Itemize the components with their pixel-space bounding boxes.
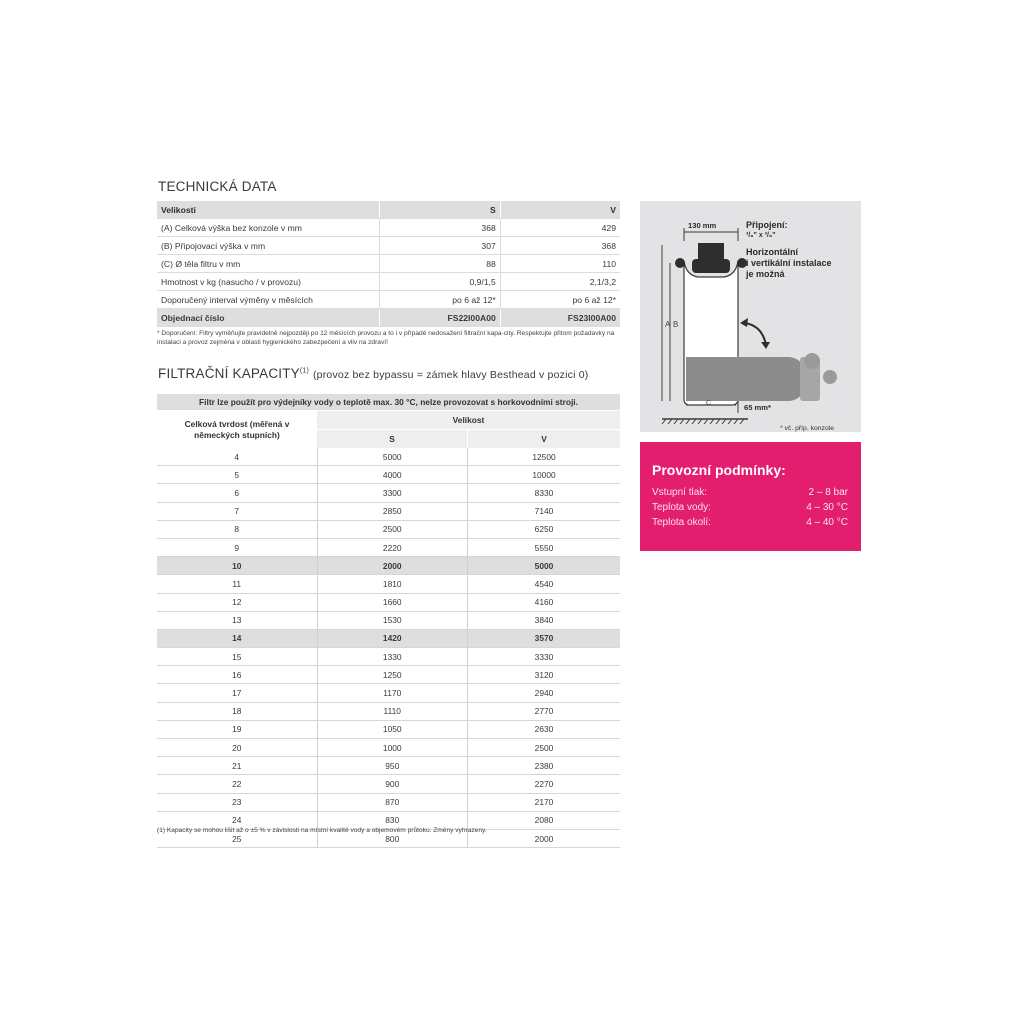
inlet-connector bbox=[675, 258, 685, 268]
hardness-header-line1: Celková tvrdost (měřená v bbox=[184, 418, 290, 429]
capacity-v-value: 3840 bbox=[468, 611, 621, 629]
capacity-v-value: 5550 bbox=[468, 538, 621, 556]
capacity-v-value: 2500 bbox=[468, 739, 621, 757]
condition-label: Teplota vody: bbox=[652, 502, 711, 513]
capacity-row bbox=[157, 484, 620, 502]
hardness-value: 13 bbox=[157, 611, 317, 629]
condition-value: 2 – 8 bar bbox=[808, 487, 848, 498]
order-number-v: FS23I00A00 bbox=[500, 309, 620, 327]
hardness-header-line2: německých stupních) bbox=[194, 429, 280, 440]
capacity-v-value: 2380 bbox=[468, 757, 621, 775]
orientation-line1: Horizontální bbox=[746, 247, 798, 257]
capacity-s-value: 5000 bbox=[317, 448, 468, 466]
capacity-s-value: 2500 bbox=[317, 520, 468, 538]
tech-row-v: 110 bbox=[500, 255, 620, 273]
capacity-row bbox=[157, 666, 620, 684]
tech-row-v: 429 bbox=[500, 219, 620, 237]
capacity-row bbox=[157, 629, 620, 647]
capacity-row bbox=[157, 739, 620, 757]
capacity-v-value: 2270 bbox=[468, 775, 621, 793]
orientation-note bbox=[746, 247, 832, 280]
tech-header-label: Velikosti bbox=[157, 201, 380, 219]
capacity-s-value: 800 bbox=[317, 829, 468, 847]
tech-row-s: 88 bbox=[380, 255, 501, 273]
tech-row-s: 368 bbox=[380, 219, 501, 237]
capacity-title: FILTRAČNÍ KAPACITY bbox=[158, 366, 300, 381]
tech-row bbox=[157, 219, 620, 237]
tech-row-v: 368 bbox=[500, 237, 620, 255]
horizontal-connector-side bbox=[823, 370, 837, 384]
hardness-value: 17 bbox=[157, 684, 317, 702]
capacity-table bbox=[157, 411, 620, 848]
capacity-s-value: 4000 bbox=[317, 466, 468, 484]
capacity-title-sup: (1) bbox=[299, 367, 310, 375]
hardness-value: 24 bbox=[157, 811, 317, 829]
capacity-v-value: 2940 bbox=[468, 684, 621, 702]
condition-value: 4 – 40 °C bbox=[806, 517, 848, 528]
capacity-v-value: 2000 bbox=[468, 829, 621, 847]
capacity-s-value: 1420 bbox=[317, 629, 468, 647]
tech-row-s: 0,9/1,5 bbox=[380, 273, 501, 291]
orientation-line2: i vertikální instalace bbox=[746, 258, 832, 268]
hardness-value: 11 bbox=[157, 575, 317, 593]
tech-row bbox=[157, 291, 620, 309]
capacity-v-value: 5000 bbox=[468, 557, 621, 575]
hardness-value: 8 bbox=[157, 520, 317, 538]
tech-title: TECHNICKÁ DATA bbox=[158, 179, 277, 194]
operating-conditions-box bbox=[640, 442, 861, 551]
capacity-subtitle: (provoz bez bypassu = zámek hlavy Besthead v pozici 0) bbox=[312, 369, 589, 381]
capacity-s-value: 1810 bbox=[317, 575, 468, 593]
hardness-value: 21 bbox=[157, 757, 317, 775]
tech-table bbox=[157, 201, 620, 327]
horizontal-connector-top bbox=[804, 353, 820, 369]
capacity-v-value: 8330 bbox=[468, 484, 621, 502]
filter-head-collar bbox=[692, 259, 730, 273]
hardness-value: 5 bbox=[157, 466, 317, 484]
tech-row-label: (B) Připojovací výška v mm bbox=[157, 237, 380, 255]
capacity-row bbox=[157, 502, 620, 520]
capacity-row bbox=[157, 593, 620, 611]
rotation-arrow-icon bbox=[744, 323, 766, 345]
label-a: A bbox=[665, 320, 671, 329]
capacity-body bbox=[157, 448, 620, 848]
rotation-arrowhead-end bbox=[761, 342, 770, 349]
label-b: B bbox=[673, 320, 679, 329]
size-s-header: S bbox=[317, 430, 468, 449]
capacity-s-value: 1250 bbox=[317, 666, 468, 684]
condition-row bbox=[652, 487, 848, 498]
hardness-value: 4 bbox=[157, 448, 317, 466]
label-c: C bbox=[706, 400, 712, 407]
capacity-s-value: 3300 bbox=[317, 484, 468, 502]
capacity-row bbox=[157, 648, 620, 666]
capacity-s-value: 900 bbox=[317, 775, 468, 793]
tech-row bbox=[157, 273, 620, 291]
rotation-arrowhead-start bbox=[740, 318, 748, 327]
capacity-s-value: 2850 bbox=[317, 502, 468, 520]
tech-order-row bbox=[157, 309, 620, 327]
horizontal-filter-body bbox=[686, 357, 802, 401]
conditions-title: Provozní podmínky: bbox=[652, 462, 786, 478]
tech-row-v: po 6 až 12* bbox=[500, 291, 620, 309]
capacity-v-value: 3570 bbox=[468, 629, 621, 647]
capacity-s-value: 1330 bbox=[317, 648, 468, 666]
hardness-value: 10 bbox=[157, 557, 317, 575]
width-label: 130 mm bbox=[688, 221, 717, 230]
tech-row-label: Hmotnost v kg (nasucho / v provozu) bbox=[157, 273, 380, 291]
capacity-v-value: 2170 bbox=[468, 793, 621, 811]
capacity-v-value: 6250 bbox=[468, 520, 621, 538]
capacity-s-value: 1530 bbox=[317, 611, 468, 629]
hardness-value: 16 bbox=[157, 666, 317, 684]
ground-hatching bbox=[662, 419, 744, 424]
capacity-title-block bbox=[158, 366, 588, 381]
hardness-value: 14 bbox=[157, 629, 317, 647]
hardness-value: 18 bbox=[157, 702, 317, 720]
filter-diagram bbox=[640, 201, 861, 432]
orientation-line3: je možná bbox=[746, 269, 785, 279]
capacity-s-value: 950 bbox=[317, 757, 468, 775]
capacity-v-value: 2080 bbox=[468, 811, 621, 829]
capacity-v-value: 4160 bbox=[468, 593, 621, 611]
tech-header-v: V bbox=[500, 201, 620, 219]
capacity-s-value: 2000 bbox=[317, 557, 468, 575]
order-number-s: FS22I00A00 bbox=[380, 309, 501, 327]
diagram-note: * vč. příp. konzole bbox=[780, 425, 835, 432]
hardness-value: 7 bbox=[157, 502, 317, 520]
hardness-value: 19 bbox=[157, 720, 317, 738]
capacity-v-value: 7140 bbox=[468, 502, 621, 520]
capacity-banner: Filtr lze použít pro výdejníky vody o teplotě max. 30 °C, nelze provozovat s horkovodními stroji. bbox=[157, 394, 620, 410]
hardness-value: 20 bbox=[157, 739, 317, 757]
tech-row-s: 307 bbox=[380, 237, 501, 255]
hardness-column-header bbox=[157, 411, 317, 448]
hardness-value: 15 bbox=[157, 648, 317, 666]
hardness-value: 9 bbox=[157, 538, 317, 556]
tech-row bbox=[157, 237, 620, 255]
capacity-s-value: 1050 bbox=[317, 720, 468, 738]
connection-title: Připojení: bbox=[746, 220, 788, 230]
size-column-header: Velikost bbox=[317, 411, 620, 430]
capacity-s-value: 1170 bbox=[317, 684, 468, 702]
capacity-v-value: 2770 bbox=[468, 702, 621, 720]
capacity-row bbox=[157, 757, 620, 775]
condition-value: 4 – 30 °C bbox=[806, 502, 848, 513]
tech-row-s: po 6 až 12* bbox=[380, 291, 501, 309]
capacity-row bbox=[157, 793, 620, 811]
tech-row-label: Doporučený interval výměny v měsících bbox=[157, 291, 380, 309]
tech-row-label: (C) Ø těla filtru v mm bbox=[157, 255, 380, 273]
capacity-row bbox=[157, 538, 620, 556]
condition-row bbox=[652, 502, 848, 513]
capacity-v-value: 10000 bbox=[468, 466, 621, 484]
condition-row bbox=[652, 517, 848, 528]
hardness-value: 25 bbox=[157, 829, 317, 847]
capacity-row bbox=[157, 684, 620, 702]
capacity-row bbox=[157, 611, 620, 629]
capacity-s-value: 830 bbox=[317, 811, 468, 829]
condition-label: Teplota okolí: bbox=[652, 517, 711, 528]
tech-note: * Doporučení: Filtry vyměňujte pravidelně nejpozději po 12 měsících provozu a to i v případě nedosažení filtrační kapa-city. Respektujte přitom požadavky na instalaci a provoz zejména v oblasti hygienického zabezpečení a vliv na zdraví! bbox=[157, 330, 615, 346]
size-v-header: V bbox=[468, 430, 621, 449]
capacity-row bbox=[157, 702, 620, 720]
capacity-s-value: 870 bbox=[317, 793, 468, 811]
capacity-s-value: 1110 bbox=[317, 702, 468, 720]
hardness-value: 23 bbox=[157, 793, 317, 811]
capacity-v-value: 2630 bbox=[468, 720, 621, 738]
capacity-s-value: 1660 bbox=[317, 593, 468, 611]
hardness-value: 22 bbox=[157, 775, 317, 793]
capacity-row bbox=[157, 557, 620, 575]
capacity-header-row bbox=[157, 411, 620, 430]
hardness-value: 12 bbox=[157, 593, 317, 611]
capacity-s-value: 2220 bbox=[317, 538, 468, 556]
connection-size: ³/₈" x ³/₈" bbox=[746, 232, 776, 239]
tech-row bbox=[157, 255, 620, 273]
condition-label: Vstupní tlak: bbox=[652, 487, 708, 498]
capacity-s-value: 1000 bbox=[317, 739, 468, 757]
tech-row-v: 2,1/3,2 bbox=[500, 273, 620, 291]
capacity-row bbox=[157, 466, 620, 484]
capacity-footnote: (1) Kapacity se mohou lišit až o ±5 % v závislosti na místní kvalitě vody a objemovém průtoku. Změny vyhrazeny. bbox=[157, 827, 487, 834]
tech-row-label: (A) Celková výška bez konzole v mm bbox=[157, 219, 380, 237]
capacity-row bbox=[157, 775, 620, 793]
tech-header-s: S bbox=[380, 201, 501, 219]
capacity-row bbox=[157, 575, 620, 593]
clearance-label: 65 mm* bbox=[744, 403, 772, 412]
tech-header-row bbox=[157, 201, 620, 219]
capacity-row bbox=[157, 520, 620, 538]
capacity-row bbox=[157, 720, 620, 738]
capacity-row bbox=[157, 448, 620, 466]
capacity-v-value: 3120 bbox=[468, 666, 621, 684]
capacity-v-value: 4540 bbox=[468, 575, 621, 593]
capacity-v-value: 12500 bbox=[468, 448, 621, 466]
capacity-v-value: 3330 bbox=[468, 648, 621, 666]
hardness-value: 6 bbox=[157, 484, 317, 502]
order-label: Objednací číslo bbox=[157, 309, 380, 327]
